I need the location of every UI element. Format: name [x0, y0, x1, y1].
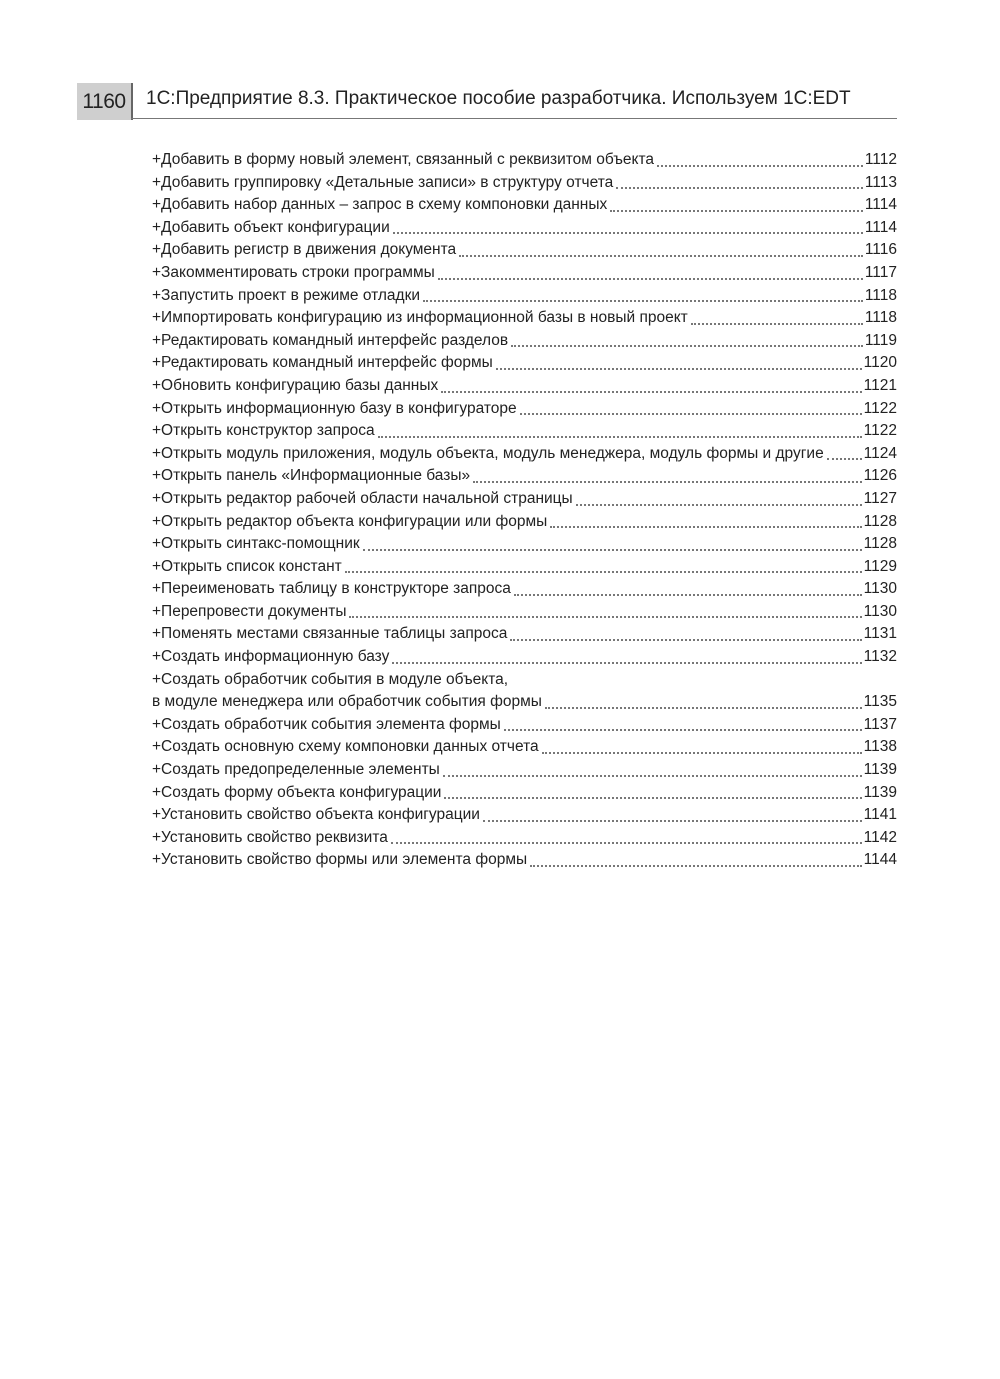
index-entry — [152, 556, 897, 579]
index-entry — [152, 759, 897, 782]
index-entry-text: +Обновить конфигурацию базы данных — [152, 376, 439, 394]
index-entry-page: 1128 — [863, 512, 897, 530]
index-entry-page: 1112 — [864, 151, 897, 168]
index-entry-page: 1127 — [863, 489, 897, 507]
index-entry-text: +Установить свойство формы или элемента формы — [152, 851, 528, 869]
index-entry — [152, 285, 897, 308]
dot-leader — [363, 546, 862, 551]
index-entry — [152, 352, 897, 375]
dot-leader — [391, 839, 862, 844]
index-entry — [152, 578, 897, 601]
index-entry — [152, 443, 897, 466]
index-entry-text: +Добавить объект конфигурации — [152, 218, 390, 236]
index-entry-text: +Открыть редактор объекта конфигурации или формы — [152, 512, 548, 530]
index-entry — [152, 691, 897, 714]
index-entry — [152, 782, 897, 805]
index-entry-line1: +Создать обработчик события в модуле объекта, — [152, 670, 509, 688]
index-entry-page: 1139 — [863, 761, 897, 779]
dot-leader — [438, 275, 863, 280]
index-entry-page: 1128 — [863, 535, 897, 553]
running-header-title: 1С:Предприятие 8.3. Практическое пособие разработчика. Используем 1С:EDT — [146, 88, 851, 109]
index-entry-page: 1130 — [863, 580, 897, 598]
dot-leader — [483, 817, 862, 822]
index-entry-page: 1118 — [864, 286, 897, 304]
index-entry-page: 1114 — [864, 218, 897, 236]
index-entry — [152, 849, 897, 872]
index-entry-page: 1114 — [864, 196, 897, 214]
index-entry-page: 1120 — [863, 354, 897, 372]
dot-leader — [423, 297, 863, 302]
index-entry-page: 1138 — [863, 738, 897, 756]
index-entry — [152, 533, 897, 556]
index-entry-page: 1141 — [863, 806, 897, 824]
index-entry-text: +Создать предопределенные элементы — [152, 761, 440, 779]
dot-leader — [545, 704, 862, 709]
index-entry-page: 1113 — [864, 173, 897, 191]
index-entry — [152, 511, 897, 534]
header-rule — [131, 118, 897, 119]
dot-leader — [511, 342, 863, 347]
dot-leader — [349, 613, 861, 618]
dot-leader — [443, 772, 862, 777]
index-entry-text: +Установить свойство объекта конфигурации — [152, 806, 480, 824]
index-entry-page: 1121 — [863, 376, 897, 394]
dot-leader — [520, 410, 862, 415]
dot-leader — [610, 207, 863, 212]
index-entry — [152, 172, 897, 195]
index-entry — [152, 239, 897, 262]
index-entry — [152, 149, 897, 172]
index-entry — [152, 827, 897, 850]
index-entry-text: +Создать форму объекта конфигурации — [152, 783, 442, 801]
index-entry-page: 1116 — [864, 241, 897, 259]
index-entry — [152, 217, 897, 240]
dot-leader — [691, 320, 863, 325]
dot-leader — [542, 749, 862, 754]
index-entry-page: 1119 — [864, 331, 897, 349]
dot-leader — [473, 478, 862, 483]
dot-leader — [345, 568, 862, 573]
dot-leader — [550, 523, 861, 528]
index-entry — [152, 714, 897, 737]
index-entry-page: 1124 — [863, 444, 897, 462]
index-entry-page: 1129 — [863, 557, 897, 575]
page-number: 1160 — [77, 83, 133, 120]
dot-leader — [441, 388, 861, 393]
index-entry-text: +Создать информационную базу — [152, 648, 390, 666]
index-entry-text: +Добавить в форму новый элемент, связанный с реквизитом объекта — [152, 151, 655, 168]
dot-leader — [657, 162, 863, 167]
dot-leader — [827, 455, 862, 460]
dot-leader — [496, 365, 862, 370]
dot-leader — [459, 252, 863, 257]
index-entry-text: +Добавить набор данных – запрос в схему компоновки данных — [152, 196, 608, 214]
dot-leader — [378, 433, 862, 438]
index-entry — [152, 465, 897, 488]
index-entry-page: 1131 — [863, 625, 897, 643]
index-entry-text: +Открыть конструктор запроса — [152, 422, 375, 440]
index-entry — [152, 736, 897, 759]
index-entry — [152, 601, 897, 624]
index-entry-text: +Открыть панель «Информационные базы» — [152, 467, 471, 485]
index-entry-page: 1126 — [863, 467, 897, 485]
dot-leader — [530, 862, 862, 867]
index-entry-text: +Запустить проект в режиме отладки — [152, 286, 421, 304]
index-entry — [152, 804, 897, 827]
index-entry-text: +Добавить регистр в движения документа — [152, 241, 457, 259]
index-entry — [152, 398, 897, 421]
index-entry-page: 1137 — [863, 715, 897, 733]
index-entry-text: +Закомментировать строки программы — [152, 263, 435, 281]
index-entry — [152, 262, 897, 285]
index-entry-text: +Установить свойство реквизита — [152, 828, 388, 846]
index-entry-page: 1122 — [863, 399, 897, 417]
index-entry-page: 1132 — [863, 648, 897, 666]
index-entry-text: +Импортировать конфигурацию из информационной базы в новый проект — [152, 309, 688, 327]
index-entry-text: +Поменять местами связанные таблицы запроса — [152, 625, 508, 643]
dot-leader — [514, 591, 862, 596]
index-entry-text: +Редактировать командный интерфейс формы — [152, 354, 493, 372]
index-entry — [152, 194, 897, 217]
dot-leader — [616, 184, 863, 189]
index-entry-text: +Открыть список констант — [152, 557, 342, 575]
index-list — [152, 149, 897, 872]
index-entry — [152, 330, 897, 353]
index-entry-page: 1122 — [863, 422, 897, 440]
index-entry-page: 1135 — [863, 693, 897, 711]
index-entry — [152, 646, 897, 669]
index-entry-text: +Открыть информационную базу в конфигураторе — [152, 399, 517, 417]
index-entry-text: +Перепровести документы — [152, 602, 347, 620]
dot-leader — [504, 726, 862, 731]
index-entry-text: +Добавить группировку «Детальные записи» в структуру отчета — [152, 173, 614, 191]
index-entry-text: +Открыть синтакс-помощник — [152, 535, 360, 553]
index-entry-page: 1130 — [863, 602, 897, 620]
dot-leader — [392, 659, 861, 664]
dot-leader — [510, 636, 861, 641]
index-entry — [152, 375, 897, 398]
index-entry-page: 1117 — [864, 263, 897, 281]
index-entry-page: 1118 — [864, 309, 897, 327]
index-entry-page: 1144 — [863, 851, 897, 869]
index-entry-text: +Переименовать таблицу в конструкторе запроса — [152, 580, 511, 598]
index-entry-text: +Открыть редактор рабочей области начальной страницы — [152, 489, 573, 507]
index-entry — [152, 488, 897, 511]
index-entry-text: +Открыть модуль приложения, модуль объекта, модуль менеджера, модуль формы и другие — [152, 444, 824, 462]
index-entry-text: +Редактировать командный интерфейс разделов — [152, 331, 509, 349]
index-entry-text: в модуле менеджера или обработчик события формы — [152, 693, 542, 711]
index-entry-page: 1142 — [863, 828, 897, 846]
index-entry-text: +Создать основную схему компоновки данных отчета — [152, 738, 539, 756]
index-entry — [152, 420, 897, 443]
index-entry-page: 1139 — [863, 783, 897, 801]
index-entry — [152, 307, 897, 330]
dot-leader — [576, 501, 862, 506]
index-entry — [152, 623, 897, 646]
index-entry-text: +Создать обработчик события элемента формы — [152, 715, 501, 733]
dot-leader — [444, 794, 861, 799]
dot-leader — [393, 229, 863, 234]
